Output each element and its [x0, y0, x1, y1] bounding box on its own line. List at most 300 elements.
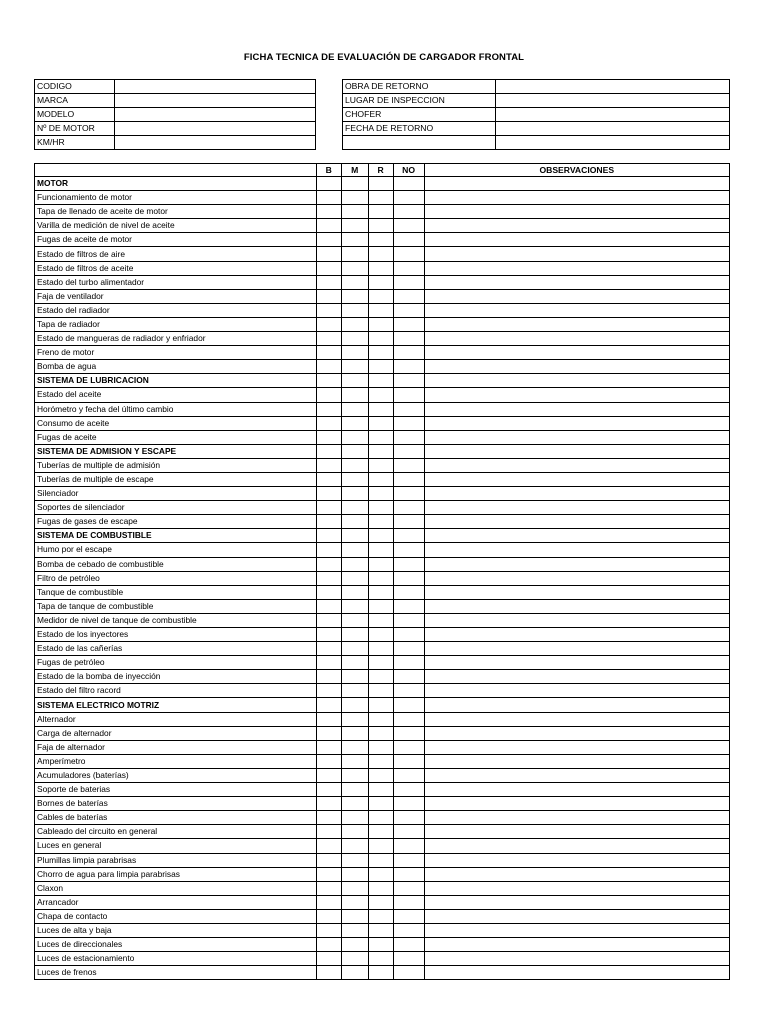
- return-info-value-field[interactable]: [495, 108, 729, 122]
- rating-cell-no[interactable]: [393, 895, 424, 909]
- rating-cell-b[interactable]: [316, 628, 341, 642]
- rating-cell-b[interactable]: [316, 754, 341, 768]
- rating-cell-b[interactable]: [316, 275, 341, 289]
- rating-cell-r[interactable]: [368, 557, 393, 571]
- rating-cell-observaciones[interactable]: [424, 332, 729, 346]
- rating-cell-r[interactable]: [368, 613, 393, 627]
- rating-cell-observaciones[interactable]: [424, 501, 729, 515]
- return-info-value-field[interactable]: [495, 122, 729, 136]
- rating-cell-m[interactable]: [341, 952, 368, 966]
- rating-cell-observaciones[interactable]: [424, 684, 729, 698]
- rating-cell-observaciones[interactable]: [424, 247, 729, 261]
- rating-cell-b[interactable]: [316, 191, 341, 205]
- rating-cell-b[interactable]: [316, 487, 341, 501]
- rating-cell-m[interactable]: [341, 374, 368, 388]
- rating-cell-b[interactable]: [316, 515, 341, 529]
- rating-cell-b[interactable]: [316, 388, 341, 402]
- rating-cell-observaciones[interactable]: [424, 783, 729, 797]
- rating-cell-m[interactable]: [341, 656, 368, 670]
- rating-cell-observaciones[interactable]: [424, 177, 729, 191]
- rating-cell-no[interactable]: [393, 416, 424, 430]
- rating-cell-r[interactable]: [368, 585, 393, 599]
- rating-cell-observaciones[interactable]: [424, 839, 729, 853]
- rating-cell-observaciones[interactable]: [424, 938, 729, 952]
- rating-cell-no[interactable]: [393, 360, 424, 374]
- rating-cell-b[interactable]: [316, 247, 341, 261]
- rating-cell-b[interactable]: [316, 656, 341, 670]
- rating-cell-m[interactable]: [341, 642, 368, 656]
- rating-cell-no[interactable]: [393, 501, 424, 515]
- return-info-value-field[interactable]: [495, 80, 729, 94]
- rating-cell-r[interactable]: [368, 501, 393, 515]
- rating-cell-m[interactable]: [341, 275, 368, 289]
- rating-cell-r[interactable]: [368, 332, 393, 346]
- rating-cell-m[interactable]: [341, 205, 368, 219]
- rating-cell-r[interactable]: [368, 923, 393, 937]
- vehicle-info-value-field[interactable]: [114, 80, 315, 94]
- rating-cell-no[interactable]: [393, 247, 424, 261]
- rating-cell-observaciones[interactable]: [424, 712, 729, 726]
- rating-cell-b[interactable]: [316, 642, 341, 656]
- rating-cell-b[interactable]: [316, 783, 341, 797]
- vehicle-info-value-field[interactable]: [114, 136, 315, 150]
- rating-cell-r[interactable]: [368, 642, 393, 656]
- rating-cell-no[interactable]: [393, 557, 424, 571]
- rating-cell-m[interactable]: [341, 233, 368, 247]
- rating-cell-observaciones[interactable]: [424, 374, 729, 388]
- rating-cell-b[interactable]: [316, 557, 341, 571]
- rating-cell-r[interactable]: [368, 303, 393, 317]
- rating-cell-m[interactable]: [341, 783, 368, 797]
- rating-cell-r[interactable]: [368, 515, 393, 529]
- rating-cell-no[interactable]: [393, 613, 424, 627]
- rating-cell-b[interactable]: [316, 346, 341, 360]
- rating-cell-r[interactable]: [368, 698, 393, 712]
- rating-cell-m[interactable]: [341, 430, 368, 444]
- rating-cell-no[interactable]: [393, 374, 424, 388]
- rating-cell-r[interactable]: [368, 444, 393, 458]
- rating-cell-observaciones[interactable]: [424, 543, 729, 557]
- rating-cell-r[interactable]: [368, 430, 393, 444]
- rating-cell-no[interactable]: [393, 191, 424, 205]
- rating-cell-r[interactable]: [368, 740, 393, 754]
- rating-cell-b[interactable]: [316, 797, 341, 811]
- rating-cell-r[interactable]: [368, 895, 393, 909]
- rating-cell-observaciones[interactable]: [424, 966, 729, 980]
- rating-cell-b[interactable]: [316, 670, 341, 684]
- rating-cell-observaciones[interactable]: [424, 416, 729, 430]
- vehicle-info-value-field[interactable]: [114, 94, 315, 108]
- rating-cell-b[interactable]: [316, 853, 341, 867]
- rating-cell-m[interactable]: [341, 698, 368, 712]
- rating-cell-no[interactable]: [393, 952, 424, 966]
- rating-cell-b[interactable]: [316, 952, 341, 966]
- rating-cell-r[interactable]: [368, 768, 393, 782]
- rating-cell-r[interactable]: [368, 233, 393, 247]
- rating-cell-r[interactable]: [368, 275, 393, 289]
- rating-cell-m[interactable]: [341, 797, 368, 811]
- rating-cell-no[interactable]: [393, 402, 424, 416]
- rating-cell-m[interactable]: [341, 332, 368, 346]
- rating-cell-r[interactable]: [368, 388, 393, 402]
- rating-cell-no[interactable]: [393, 754, 424, 768]
- rating-cell-no[interactable]: [393, 177, 424, 191]
- rating-cell-b[interactable]: [316, 684, 341, 698]
- rating-cell-no[interactable]: [393, 444, 424, 458]
- rating-cell-no[interactable]: [393, 797, 424, 811]
- rating-cell-r[interactable]: [368, 966, 393, 980]
- rating-cell-no[interactable]: [393, 599, 424, 613]
- rating-cell-b[interactable]: [316, 712, 341, 726]
- rating-cell-m[interactable]: [341, 487, 368, 501]
- rating-cell-no[interactable]: [393, 642, 424, 656]
- rating-cell-observaciones[interactable]: [424, 515, 729, 529]
- rating-cell-m[interactable]: [341, 472, 368, 486]
- rating-cell-m[interactable]: [341, 684, 368, 698]
- return-info-value-field[interactable]: [495, 94, 729, 108]
- rating-cell-m[interactable]: [341, 177, 368, 191]
- rating-cell-no[interactable]: [393, 289, 424, 303]
- rating-cell-b[interactable]: [316, 416, 341, 430]
- rating-cell-b[interactable]: [316, 289, 341, 303]
- rating-cell-b[interactable]: [316, 374, 341, 388]
- rating-cell-observaciones[interactable]: [424, 754, 729, 768]
- rating-cell-observaciones[interactable]: [424, 444, 729, 458]
- vehicle-info-value-field[interactable]: [114, 108, 315, 122]
- rating-cell-b[interactable]: [316, 177, 341, 191]
- rating-cell-b[interactable]: [316, 543, 341, 557]
- rating-cell-m[interactable]: [341, 191, 368, 205]
- rating-cell-r[interactable]: [368, 219, 393, 233]
- rating-cell-b[interactable]: [316, 529, 341, 543]
- rating-cell-observaciones[interactable]: [424, 656, 729, 670]
- rating-cell-b[interactable]: [316, 613, 341, 627]
- rating-cell-b[interactable]: [316, 811, 341, 825]
- rating-cell-m[interactable]: [341, 388, 368, 402]
- rating-cell-r[interactable]: [368, 811, 393, 825]
- rating-cell-b[interactable]: [316, 472, 341, 486]
- rating-cell-no[interactable]: [393, 219, 424, 233]
- rating-cell-no[interactable]: [393, 430, 424, 444]
- rating-cell-m[interactable]: [341, 501, 368, 515]
- rating-cell-no[interactable]: [393, 825, 424, 839]
- rating-cell-m[interactable]: [341, 740, 368, 754]
- rating-cell-r[interactable]: [368, 346, 393, 360]
- rating-cell-no[interactable]: [393, 698, 424, 712]
- rating-cell-r[interactable]: [368, 783, 393, 797]
- rating-cell-r[interactable]: [368, 853, 393, 867]
- rating-cell-m[interactable]: [341, 670, 368, 684]
- rating-cell-no[interactable]: [393, 515, 424, 529]
- rating-cell-observaciones[interactable]: [424, 529, 729, 543]
- rating-cell-r[interactable]: [368, 754, 393, 768]
- vehicle-info-row: [35, 122, 316, 136]
- rating-cell-b[interactable]: [316, 881, 341, 895]
- rating-cell-r[interactable]: [368, 261, 393, 275]
- rating-cell-b[interactable]: [316, 205, 341, 219]
- rating-cell-b[interactable]: [316, 867, 341, 881]
- rating-cell-observaciones[interactable]: [424, 642, 729, 656]
- rating-cell-b[interactable]: [316, 233, 341, 247]
- rating-cell-r[interactable]: [368, 712, 393, 726]
- rating-cell-r[interactable]: [368, 938, 393, 952]
- rating-cell-no[interactable]: [393, 811, 424, 825]
- rating-cell-b[interactable]: [316, 458, 341, 472]
- rating-cell-m[interactable]: [341, 895, 368, 909]
- rating-cell-m[interactable]: [341, 543, 368, 557]
- rating-cell-m[interactable]: [341, 529, 368, 543]
- rating-cell-r[interactable]: [368, 205, 393, 219]
- rating-cell-r[interactable]: [368, 543, 393, 557]
- rating-cell-m[interactable]: [341, 966, 368, 980]
- rating-cell-observaciones[interactable]: [424, 346, 729, 360]
- rating-cell-b[interactable]: [316, 219, 341, 233]
- rating-cell-observaciones[interactable]: [424, 557, 729, 571]
- rating-cell-m[interactable]: [341, 839, 368, 853]
- rating-cell-observaciones[interactable]: [424, 867, 729, 881]
- rating-cell-m[interactable]: [341, 811, 368, 825]
- rating-cell-observaciones[interactable]: [424, 599, 729, 613]
- rating-cell-r[interactable]: [368, 458, 393, 472]
- rating-cell-m[interactable]: [341, 289, 368, 303]
- rating-cell-r[interactable]: [368, 867, 393, 881]
- rating-cell-observaciones[interactable]: [424, 458, 729, 472]
- rating-cell-m[interactable]: [341, 768, 368, 782]
- rating-cell-no[interactable]: [393, 571, 424, 585]
- rating-cell-no[interactable]: [393, 938, 424, 952]
- rating-cell-no[interactable]: [393, 853, 424, 867]
- rating-cell-b[interactable]: [316, 360, 341, 374]
- rating-cell-observaciones[interactable]: [424, 430, 729, 444]
- rating-cell-observaciones[interactable]: [424, 909, 729, 923]
- rating-cell-b[interactable]: [316, 571, 341, 585]
- rating-cell-no[interactable]: [393, 487, 424, 501]
- rating-cell-no[interactable]: [393, 909, 424, 923]
- rating-cell-no[interactable]: [393, 205, 424, 219]
- rating-cell-m[interactable]: [341, 346, 368, 360]
- rating-cell-no[interactable]: [393, 966, 424, 980]
- rating-cell-r[interactable]: [368, 952, 393, 966]
- rating-cell-no[interactable]: [393, 768, 424, 782]
- rating-cell-m[interactable]: [341, 219, 368, 233]
- rating-cell-r[interactable]: [368, 839, 393, 853]
- rating-cell-no[interactable]: [393, 881, 424, 895]
- vehicle-info-row: [35, 80, 316, 94]
- rating-cell-b[interactable]: [316, 895, 341, 909]
- rating-cell-b[interactable]: [316, 740, 341, 754]
- rating-cell-observaciones[interactable]: [424, 360, 729, 374]
- rating-cell-m[interactable]: [341, 402, 368, 416]
- rating-cell-no[interactable]: [393, 839, 424, 853]
- rating-cell-observaciones[interactable]: [424, 811, 729, 825]
- rating-cell-m[interactable]: [341, 458, 368, 472]
- rating-cell-observaciones[interactable]: [424, 571, 729, 585]
- rating-cell-observaciones[interactable]: [424, 853, 729, 867]
- rating-cell-no[interactable]: [393, 670, 424, 684]
- rating-cell-observaciones[interactable]: [424, 388, 729, 402]
- rating-cell-b[interactable]: [316, 430, 341, 444]
- rating-cell-no[interactable]: [393, 628, 424, 642]
- rating-cell-m[interactable]: [341, 754, 368, 768]
- rating-cell-r[interactable]: [368, 726, 393, 740]
- rating-cell-no[interactable]: [393, 656, 424, 670]
- rating-cell-b[interactable]: [316, 332, 341, 346]
- rating-cell-r[interactable]: [368, 909, 393, 923]
- rating-cell-b[interactable]: [316, 317, 341, 331]
- rating-cell-no[interactable]: [393, 923, 424, 937]
- rating-cell-r[interactable]: [368, 402, 393, 416]
- rating-cell-observaciones[interactable]: [424, 289, 729, 303]
- rating-cell-m[interactable]: [341, 515, 368, 529]
- rating-cell-r[interactable]: [368, 599, 393, 613]
- rating-cell-r[interactable]: [368, 684, 393, 698]
- rating-cell-no[interactable]: [393, 332, 424, 346]
- checklist-row: [35, 938, 730, 952]
- rating-cell-observaciones[interactable]: [424, 191, 729, 205]
- rating-cell-observaciones[interactable]: [424, 726, 729, 740]
- rating-cell-r[interactable]: [368, 628, 393, 642]
- rating-cell-m[interactable]: [341, 261, 368, 275]
- rating-cell-m[interactable]: [341, 712, 368, 726]
- rating-cell-m[interactable]: [341, 303, 368, 317]
- rating-cell-observaciones[interactable]: [424, 797, 729, 811]
- rating-cell-b[interactable]: [316, 585, 341, 599]
- rating-cell-m[interactable]: [341, 599, 368, 613]
- rating-cell-observaciones[interactable]: [424, 275, 729, 289]
- rating-cell-b[interactable]: [316, 839, 341, 853]
- rating-cell-no[interactable]: [393, 261, 424, 275]
- rating-cell-observaciones[interactable]: [424, 698, 729, 712]
- rating-cell-b[interactable]: [316, 261, 341, 275]
- rating-cell-observaciones[interactable]: [424, 585, 729, 599]
- rating-cell-m[interactable]: [341, 317, 368, 331]
- rating-cell-no[interactable]: [393, 388, 424, 402]
- rating-cell-b[interactable]: [316, 303, 341, 317]
- rating-cell-r[interactable]: [368, 825, 393, 839]
- rating-cell-observaciones[interactable]: [424, 261, 729, 275]
- rating-cell-r[interactable]: [368, 289, 393, 303]
- rating-cell-r[interactable]: [368, 374, 393, 388]
- rating-cell-r[interactable]: [368, 487, 393, 501]
- rating-cell-m[interactable]: [341, 853, 368, 867]
- rating-cell-observaciones[interactable]: [424, 613, 729, 627]
- rating-cell-observaciones[interactable]: [424, 895, 729, 909]
- rating-cell-m[interactable]: [341, 360, 368, 374]
- rating-cell-no[interactable]: [393, 712, 424, 726]
- rating-cell-m[interactable]: [341, 628, 368, 642]
- rating-cell-b[interactable]: [316, 923, 341, 937]
- rating-cell-m[interactable]: [341, 585, 368, 599]
- rating-cell-b[interactable]: [316, 402, 341, 416]
- rating-cell-no[interactable]: [393, 726, 424, 740]
- rating-cell-b[interactable]: [316, 768, 341, 782]
- rating-cell-observaciones[interactable]: [424, 402, 729, 416]
- rating-cell-m[interactable]: [341, 867, 368, 881]
- rating-cell-observaciones[interactable]: [424, 952, 729, 966]
- rating-cell-no[interactable]: [393, 783, 424, 797]
- checklist-item-label: Estado de mangueras de radiador y enfriador: [35, 332, 317, 346]
- rating-cell-m[interactable]: [341, 571, 368, 585]
- vehicle-info-label: CODIGO: [35, 80, 115, 94]
- rating-cell-m[interactable]: [341, 613, 368, 627]
- rating-cell-r[interactable]: [368, 472, 393, 486]
- rating-cell-b[interactable]: [316, 698, 341, 712]
- rating-cell-b[interactable]: [316, 501, 341, 515]
- rating-cell-r[interactable]: [368, 797, 393, 811]
- rating-cell-observaciones[interactable]: [424, 317, 729, 331]
- rating-cell-m[interactable]: [341, 444, 368, 458]
- rating-cell-observaciones[interactable]: [424, 487, 729, 501]
- rating-cell-b[interactable]: [316, 726, 341, 740]
- rating-cell-observaciones[interactable]: [424, 670, 729, 684]
- rating-cell-m[interactable]: [341, 825, 368, 839]
- rating-cell-no[interactable]: [393, 458, 424, 472]
- rating-cell-no[interactable]: [393, 303, 424, 317]
- rating-cell-no[interactable]: [393, 275, 424, 289]
- rating-cell-r[interactable]: [368, 656, 393, 670]
- rating-cell-r[interactable]: [368, 571, 393, 585]
- rating-cell-m[interactable]: [341, 726, 368, 740]
- rating-cell-no[interactable]: [393, 346, 424, 360]
- rating-cell-observaciones[interactable]: [424, 205, 729, 219]
- rating-cell-observaciones[interactable]: [424, 825, 729, 839]
- rating-cell-no[interactable]: [393, 472, 424, 486]
- rating-cell-observaciones[interactable]: [424, 628, 729, 642]
- rating-cell-r[interactable]: [368, 670, 393, 684]
- rating-cell-m[interactable]: [341, 557, 368, 571]
- rating-cell-m[interactable]: [341, 909, 368, 923]
- rating-cell-no[interactable]: [393, 867, 424, 881]
- rating-cell-m[interactable]: [341, 938, 368, 952]
- rating-cell-m[interactable]: [341, 416, 368, 430]
- vehicle-info-value-field[interactable]: [114, 122, 315, 136]
- rating-cell-no[interactable]: [393, 740, 424, 754]
- rating-cell-m[interactable]: [341, 881, 368, 895]
- rating-cell-observaciones[interactable]: [424, 219, 729, 233]
- rating-cell-r[interactable]: [368, 529, 393, 543]
- rating-cell-m[interactable]: [341, 247, 368, 261]
- rating-cell-no[interactable]: [393, 317, 424, 331]
- rating-cell-b[interactable]: [316, 966, 341, 980]
- rating-cell-observaciones[interactable]: [424, 472, 729, 486]
- rating-cell-r[interactable]: [368, 247, 393, 261]
- rating-cell-r[interactable]: [368, 416, 393, 430]
- return-info-value-field[interactable]: [495, 136, 729, 150]
- rating-cell-b[interactable]: [316, 599, 341, 613]
- rating-cell-observaciones[interactable]: [424, 768, 729, 782]
- rating-cell-b[interactable]: [316, 938, 341, 952]
- rating-cell-no[interactable]: [393, 233, 424, 247]
- rating-cell-b[interactable]: [316, 444, 341, 458]
- rating-cell-b[interactable]: [316, 825, 341, 839]
- rating-cell-b[interactable]: [316, 909, 341, 923]
- rating-cell-observaciones[interactable]: [424, 881, 729, 895]
- rating-cell-observaciones[interactable]: [424, 740, 729, 754]
- rating-cell-no[interactable]: [393, 543, 424, 557]
- rating-cell-r[interactable]: [368, 360, 393, 374]
- rating-cell-no[interactable]: [393, 684, 424, 698]
- rating-cell-r[interactable]: [368, 881, 393, 895]
- rating-cell-observaciones[interactable]: [424, 233, 729, 247]
- rating-cell-r[interactable]: [368, 191, 393, 205]
- rating-cell-r[interactable]: [368, 177, 393, 191]
- rating-cell-m[interactable]: [341, 923, 368, 937]
- rating-cell-no[interactable]: [393, 585, 424, 599]
- rating-cell-r[interactable]: [368, 317, 393, 331]
- rating-cell-observaciones[interactable]: [424, 923, 729, 937]
- rating-cell-observaciones[interactable]: [424, 303, 729, 317]
- rating-cell-no[interactable]: [393, 529, 424, 543]
